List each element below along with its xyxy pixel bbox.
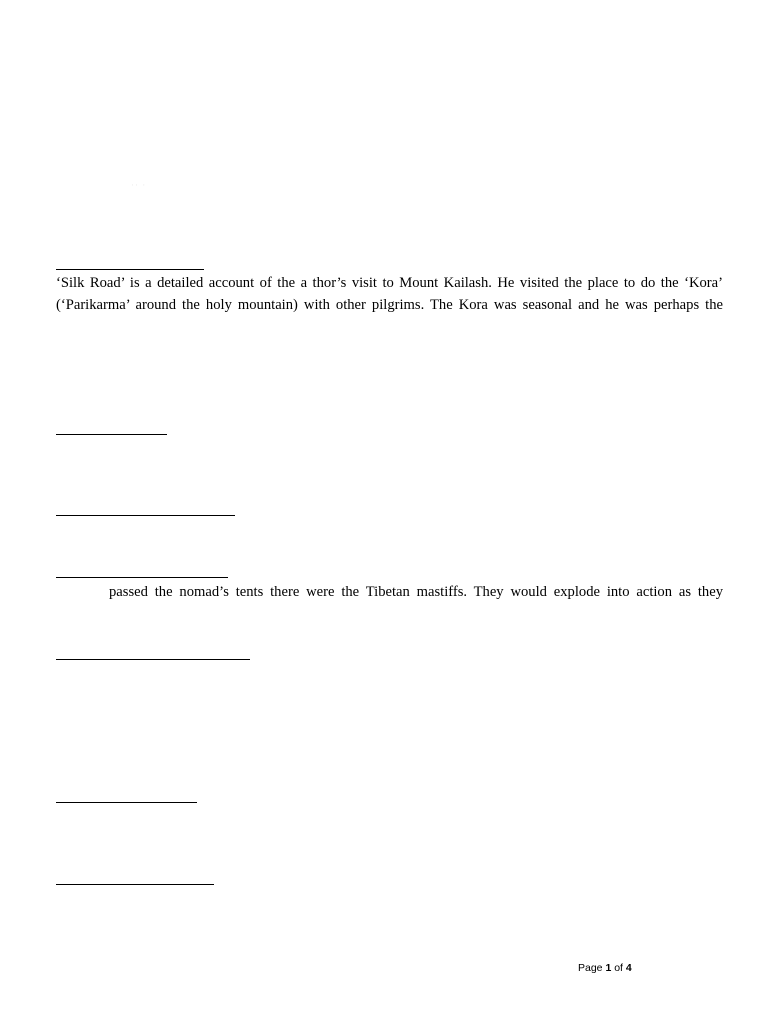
heading-underline-4 — [56, 577, 228, 578]
body-text-line-1: ‘Silk Road’ is a detailed account of the a thor’s visit to Mount Kailash. He visited the place to do the ‘Kora’ — [56, 275, 723, 291]
heading-underline-6 — [56, 802, 197, 803]
heading-underline-3 — [56, 515, 235, 516]
total-page-count: 4 — [625, 962, 632, 974]
faint-watermark-mark: ·· · — [131, 180, 147, 190]
body-text-line-2: (‘Parikarma’ around the holy mountain) with other pilgrims. The Kora was seasonal and he was perhaps the — [56, 297, 723, 313]
heading-underline-1 — [56, 269, 204, 270]
page-word: Page — [578, 962, 603, 974]
heading-underline-2 — [56, 434, 167, 435]
heading-underline-7 — [56, 884, 214, 885]
current-page-number: 1 — [605, 962, 612, 974]
body-text-line-3: passed the nomad’s tents there were the Tibetan mastiffs. They would explode into action as they — [109, 584, 723, 600]
page-number — [578, 962, 632, 974]
heading-underline-5 — [56, 659, 250, 660]
of-word: of — [614, 962, 623, 974]
